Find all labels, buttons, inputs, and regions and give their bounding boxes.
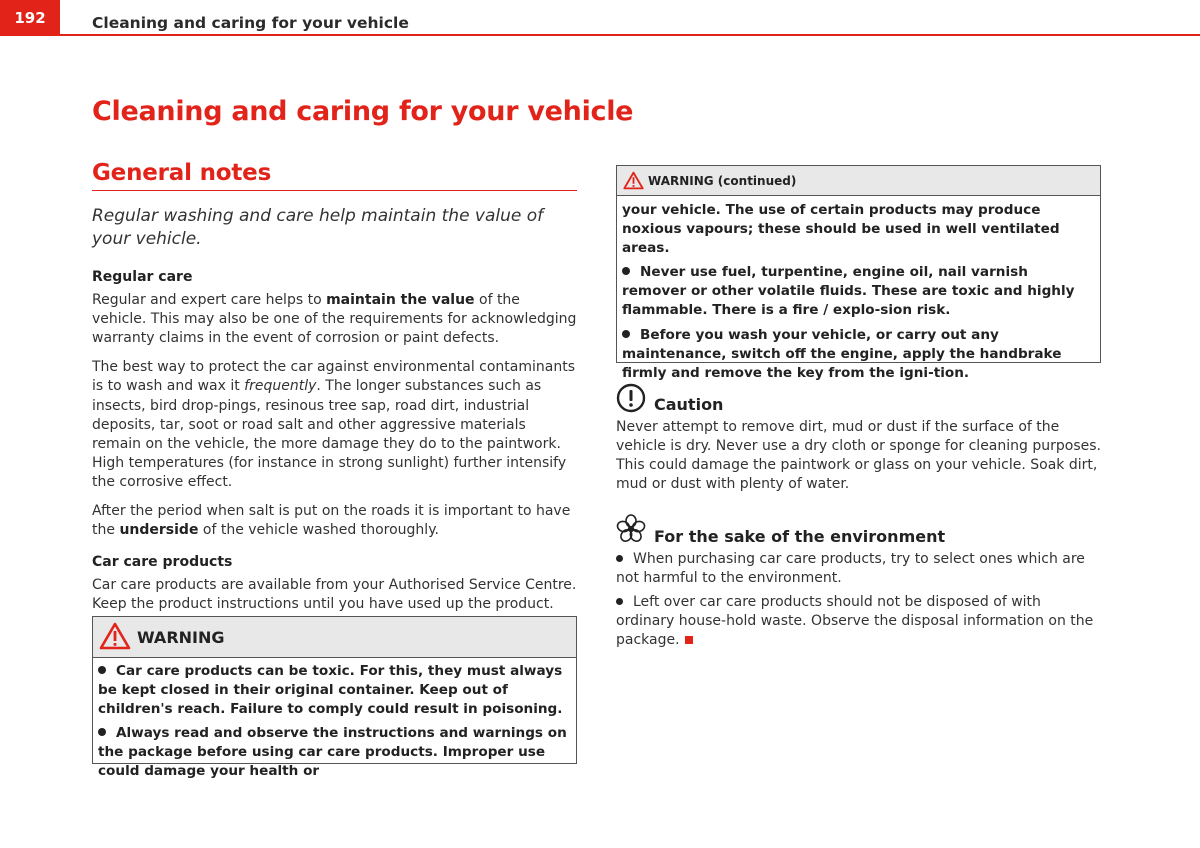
environment-item-text: When purchasing car care products, try to select ones which are not harmful to the environment.: [616, 551, 1085, 587]
caution-text: Never attempt to remove dirt, mud or dust if the surface of the vehicle is dry. Never use a dry cloth or sponge for cleaning purposes. This could damage the paintwork or glass on your vehicle. Soak dirt, mud or dust with plenty of water.: [616, 419, 1101, 493]
italic-text: frequently: [244, 378, 317, 395]
warning-item: [98, 724, 571, 781]
section-rule: [92, 190, 577, 191]
warning-item: [622, 326, 1095, 383]
text-run: of the vehicle. This may also be one of the requirements for acknowledging warranty claims in the event of corrosion or paint defects.: [92, 292, 577, 347]
warning-continued-title: WARNING (continued): [648, 174, 797, 188]
warning-continued-box: [616, 165, 1101, 381]
warning-triangle-icon: [99, 622, 131, 654]
warning-continued-lead: your vehicle. The use of certain products may produce noxious vapours; these should be used in well ventilated areas.: [622, 202, 1060, 257]
car-care-products-heading: Car care products: [92, 554, 233, 571]
environment-list: [616, 550, 1102, 650]
warning-item: [98, 662, 571, 719]
text-run: After the period when salt is put on the roads it is important to have the: [92, 503, 571, 539]
caution-exclamation-icon: [616, 383, 646, 417]
warning-item-text: Car care products can be toxic. For this, they must always be kept closed in their original container. Keep out of children's reach. Failure to comply could result in poisoning.: [98, 663, 563, 718]
page-number: 192: [0, 0, 60, 36]
left-column: [92, 268, 578, 615]
text-run: The best way to protect the car against environmental contaminants is to wash and wax it: [92, 359, 575, 395]
running-header-title: Cleaning and caring for your vehicle: [92, 14, 409, 32]
warning-item: [622, 263, 1095, 320]
text-run: . The longer substances such as insects, bird drop-pings, resinous tree sap, road dirt, industrial deposits, tar, soot or road salt and other aggressive materials remain on the vehicle, the more damage they do to the paintwork. High temperatures (for instance in strong sunlight) further intensify the corrosive effect.: [92, 378, 567, 490]
car-care-products-paragraph: Car care products are available from your Authorised Service Centre. Keep the product instructions until you have used up the product.: [92, 577, 577, 613]
regular-care-paragraph-1: [92, 291, 578, 348]
section-end-marker: [685, 636, 693, 644]
warning-continued-header: [617, 166, 1100, 196]
regular-care-heading: Regular care: [92, 269, 193, 285]
text-run: of the vehicle washed thoroughly.: [198, 522, 439, 539]
regular-care-paragraph-3: [92, 502, 578, 540]
warning-body: [93, 658, 576, 791]
warning-header: [93, 617, 576, 658]
warning-continued-body: [617, 196, 1100, 392]
environment-flower-icon: [616, 514, 646, 548]
chapter-title: Cleaning and caring for your vehicle: [92, 96, 634, 127]
warning-title: WARNING: [137, 628, 225, 647]
caution-title: Caution: [654, 395, 724, 414]
bullet-icon: [622, 267, 630, 275]
environment-item: [616, 593, 1102, 650]
section-title: General notes: [92, 160, 272, 186]
page-header: [0, 0, 1200, 38]
bullet-icon: [616, 555, 623, 562]
section-lead: Regular washing and care help maintain the value of your vehicle.: [92, 206, 544, 249]
environment-title: For the sake of the environment: [654, 527, 946, 546]
warning-triangle-icon: [623, 171, 644, 194]
emphasis-text: maintain the value: [326, 292, 475, 309]
text-run: Regular and expert care helps to: [92, 292, 327, 309]
warning-item-text: Never use fuel, turpentine, engine oil, nail varnish remover or other volatile fluids. These are toxic and highly flammable. There is a fire / explo-sion risk.: [622, 264, 1075, 319]
warning-item-text: Before you wash your vehicle, or carry out any maintenance, switch off the engine, apply the handbrake firmly and remove the key from the igni-tion.: [622, 326, 1062, 381]
bullet-icon: [622, 330, 630, 338]
warning-item-text: Always read and observe the instructions and warnings on the package before using car care products. Improper use could damage your health or: [98, 725, 567, 780]
emphasis-text: underside: [119, 522, 199, 539]
bullet-icon: [98, 666, 106, 674]
regular-care-paragraph-2: [92, 358, 578, 492]
header-rule: [60, 34, 1200, 36]
environment-item: [616, 550, 1102, 588]
bullet-icon: [616, 598, 623, 605]
warning-box: [92, 616, 577, 780]
environment-item-text: Left over car care products should not be disposed of with ordinary house-hold waste. Observe the disposal information on the package.: [616, 594, 1094, 649]
bullet-icon: [98, 728, 106, 736]
